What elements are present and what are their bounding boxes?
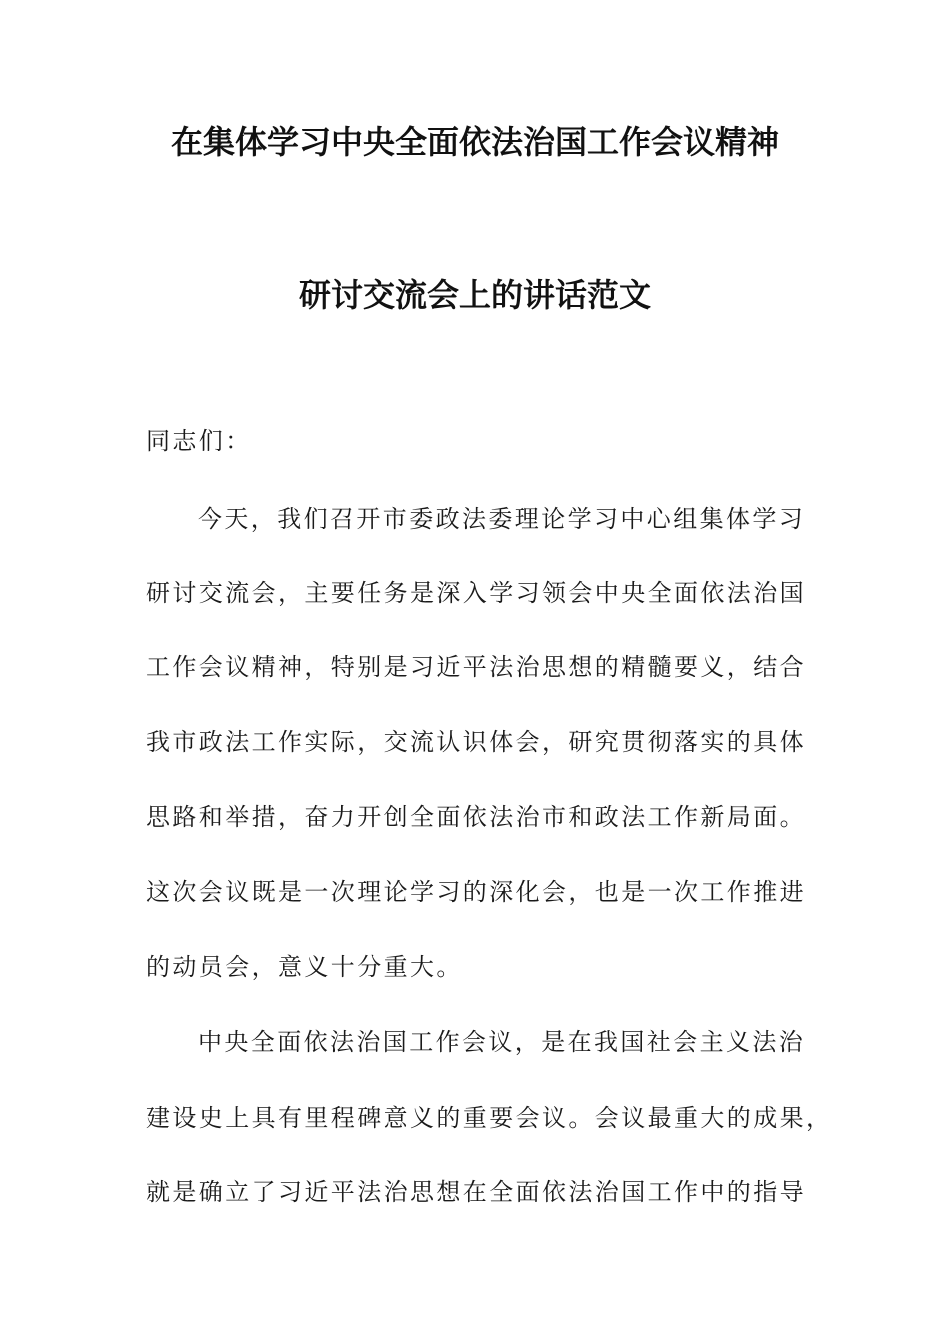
document-title-line-2: 研讨交流会上的讲话范文 — [298, 276, 651, 314]
salutation: 同志们： — [146, 427, 252, 455]
paragraph-line: 工作会议精神，特别是习近平法治思想的精髓要义，结合 — [146, 653, 806, 681]
paragraph-line: 思路和举措，奋力开创全面依法治市和政法工作新局面。 — [146, 803, 806, 831]
paragraph-line: 中央全面依法治国工作会议，是在我国社会主义法治 — [198, 1028, 806, 1056]
paragraph-line: 今天，我们召开市委政法委理论学习中心组集体学习 — [198, 505, 806, 533]
paragraph-line: 建设史上具有里程碑意义的重要会议。会议最重大的成果， — [146, 1104, 833, 1132]
paragraph-line: 研讨交流会，主要任务是深入学习领会中央全面依法治国 — [146, 579, 806, 607]
paragraph-line: 我市政法工作实际，交流认识体会，研究贯彻落实的具体 — [146, 728, 806, 756]
paragraph-line: 这次会议既是一次理论学习的深化会，也是一次工作推进 — [146, 878, 806, 906]
paragraph-line: 就是确立了习近平法治思想在全面依法治国工作中的指导 — [146, 1178, 806, 1206]
document-title-line-1: 在集体学习中央全面依法治国工作会议精神 — [170, 123, 779, 161]
paragraph-line: 的动员会，意义十分重大。 — [146, 953, 463, 981]
